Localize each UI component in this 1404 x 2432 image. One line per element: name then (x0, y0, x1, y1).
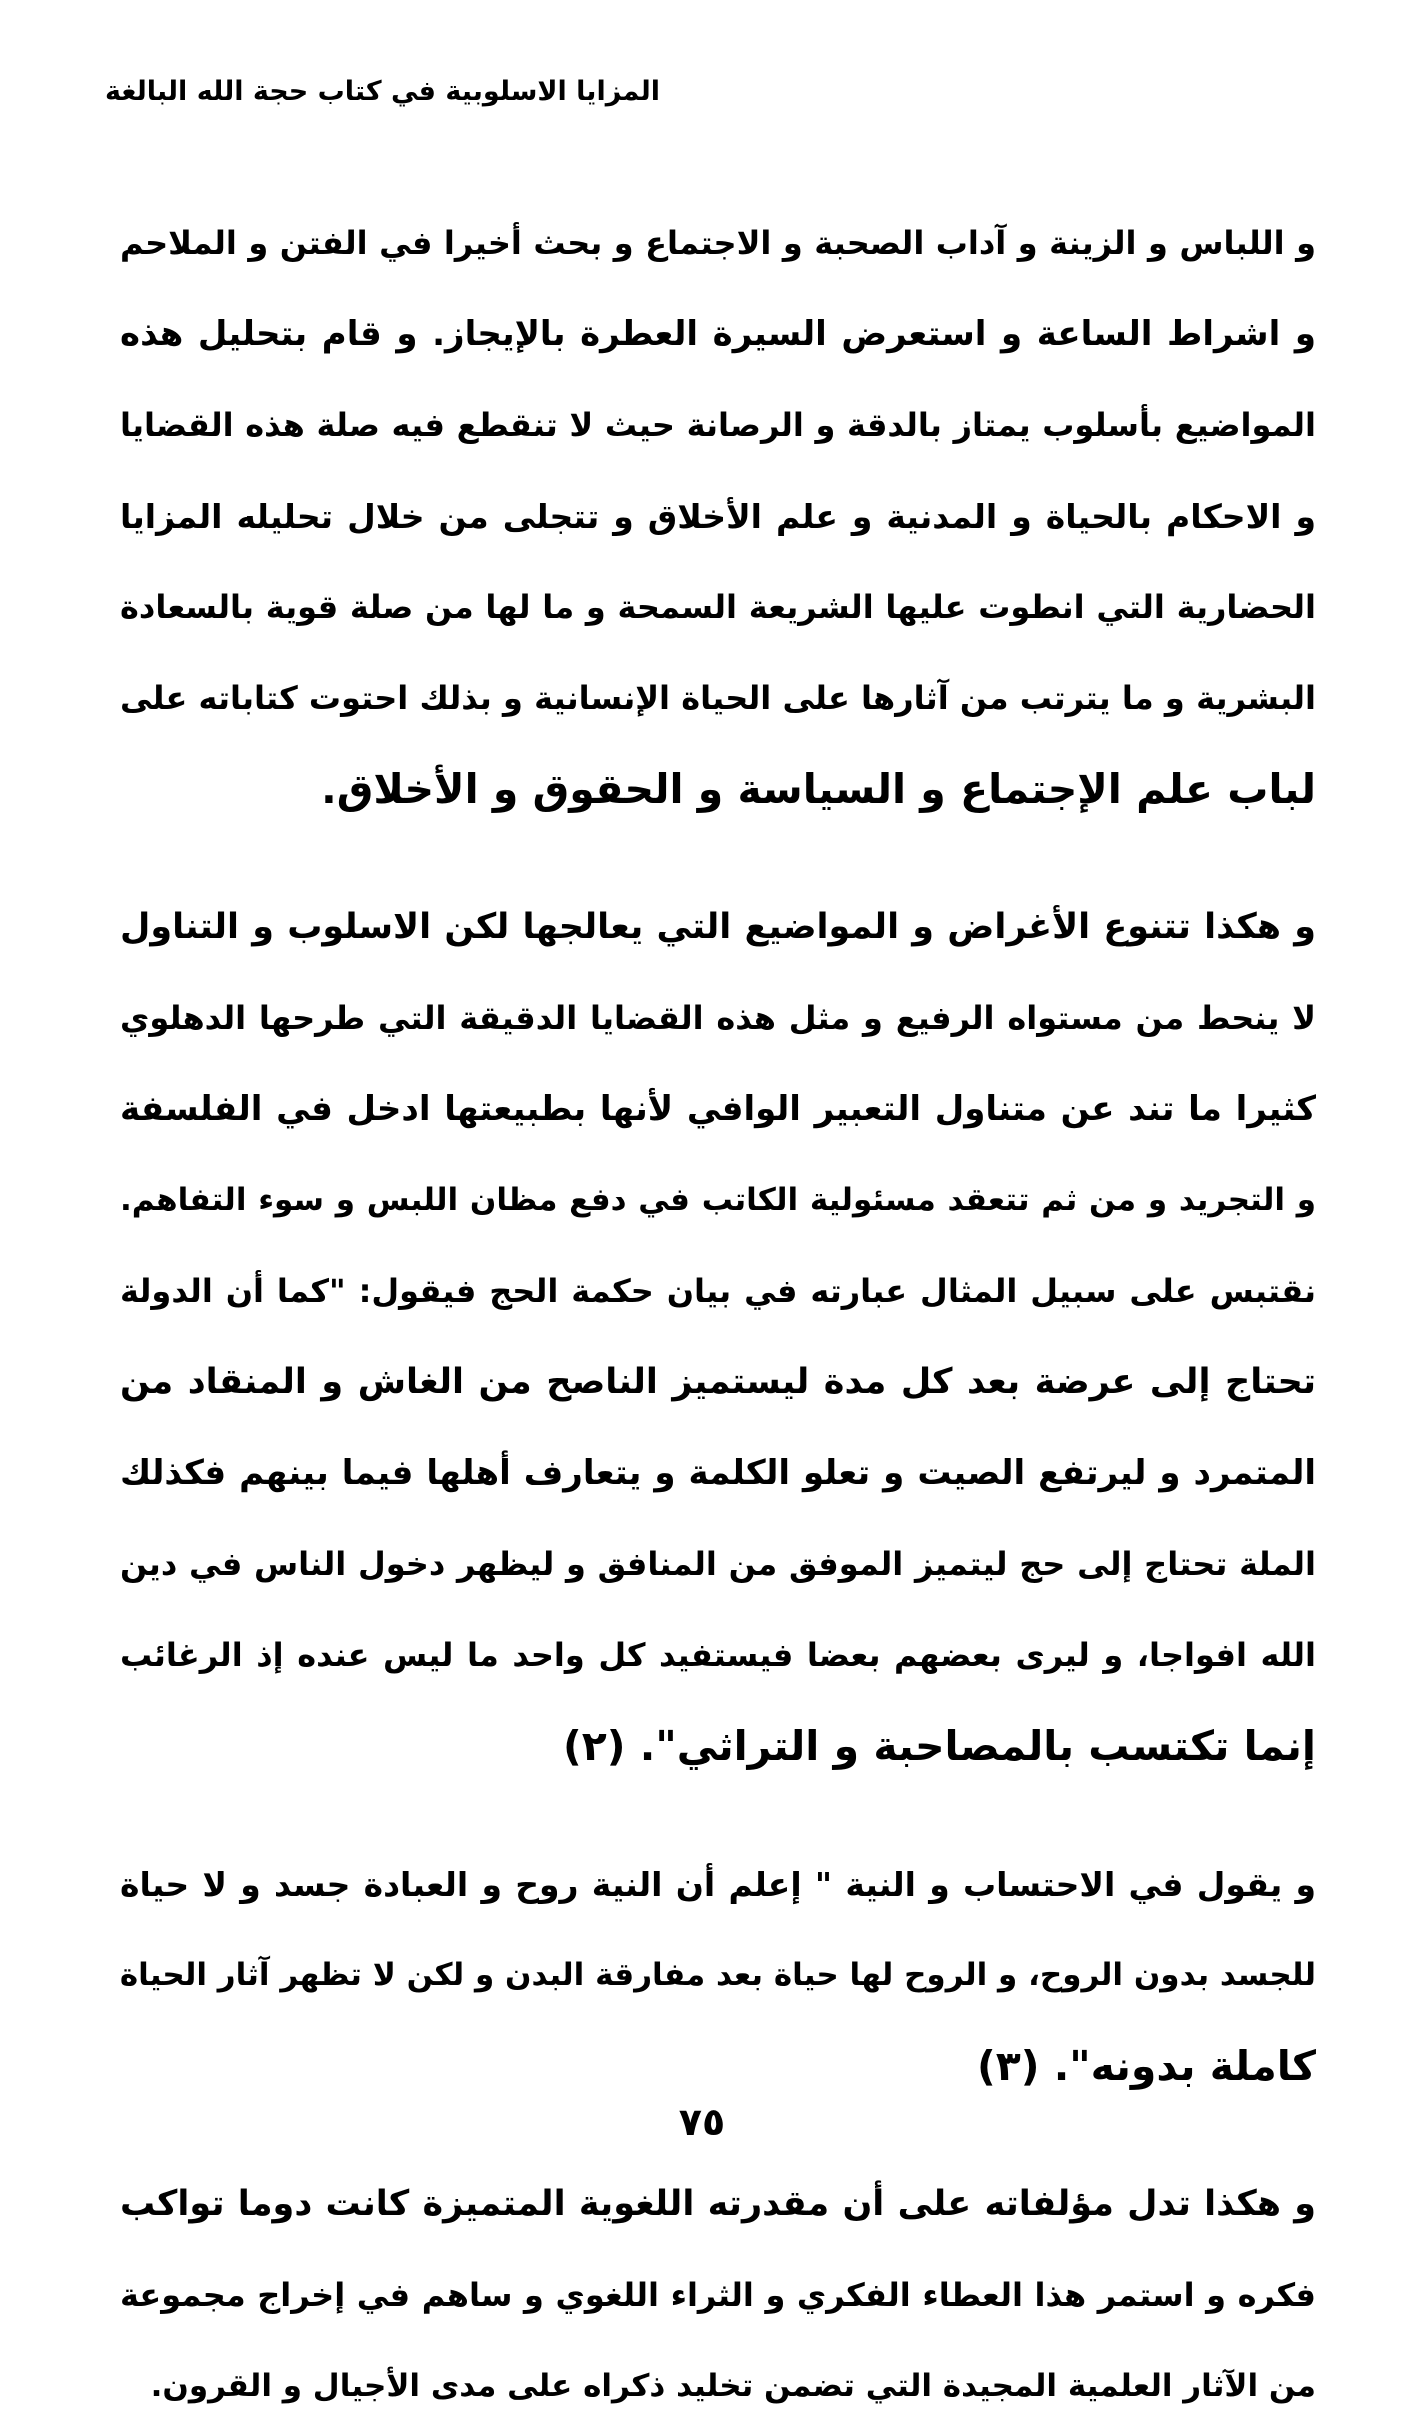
paragraph (120, 2159, 1316, 2432)
text-line: و هكذا تتنوع الأغراض و المواضيع التي يعالجها لكن الاسلوب و التناول (120, 907, 1316, 947)
paragraph-gap (120, 1792, 1316, 1839)
text-line: الحضارية التي انطوت عليها الشريعة السمحة و ما لها من صلة قوية بالسعادة (120, 588, 1316, 626)
running-header: المزايا الاسلوبية في كتاب حجة الله البالغة (105, 76, 660, 107)
text-line: من الآثار العلمية المجيدة التي تضمن تخليد ذكراه على مدى الأجيال و القرون. (150, 2368, 1316, 2404)
text-line: المتمرد و ليرتفع الصيت و تعلو الكلمة و يتعارف أهلها فيما بينهم فكذلك (120, 1453, 1316, 1493)
paragraph-gap (120, 835, 1316, 882)
paragraph (120, 198, 1316, 835)
text-line: و اللباس و الزينة و آداب الصحبة و الاجتماع و بحث أخيرا في الفتن و الملاحم (120, 224, 1316, 262)
text-line: كاملة بدونه". (٣) (976, 2042, 1316, 2090)
text-line: للجسد بدون الروح، و الروح لها حياة بعد مفارقة البدن و لكن لا تظهر آثار الحياة (120, 1957, 1316, 1993)
paragraph (120, 1839, 1316, 2112)
text-line: تحتاج إلى عرضة بعد كل مدة ليستميز الناصح من الغاش و المنقاد من (120, 1362, 1316, 1402)
text-line: المواضيع بأسلوب يمتاز بالدقة و الرصانة حيث لا تنقطع فيه صلة هذه القضايا (120, 406, 1316, 444)
text-line: فكره و استمر هذا العطاء الفكري و الثراء اللغوي و ساهم في إخراج مجموعة (120, 2276, 1316, 2314)
text-line: نقتبس على سبيل المثال عبارته في بيان حكمة الحج فيقول: "كما أن الدولة (120, 1272, 1316, 1310)
text-line: كثيرا ما تند عن متناول التعبير الوافي لأنها بطبيعتها ادخل في الفلسفة (120, 1089, 1316, 1129)
text-line: و هكذا تدل مؤلفاته على أن مقدرته اللغوية المتميزة كانت دوما تواكب (120, 2184, 1316, 2224)
text-line: الملة تحتاج إلى حج ليتميز الموفق من المنافق و ليظهر دخول الناس في دين (120, 1545, 1316, 1583)
text-line: البشرية و ما يترتب من آثارها على الحياة الإنسانية و بذلك احتوت كتاباته على (120, 679, 1316, 717)
text-line: و يقول في الاحتساب و النية " إعلم أن النية روح و العبادة جسد و لا حياة (120, 1865, 1316, 1904)
text-line: إنما تكتسب بالمصاحبة و التراثي". (٢) (563, 1722, 1316, 1770)
body-text (120, 198, 1316, 2432)
text-line: لا ينحط من مستواه الرفيع و مثل هذه القضايا الدقيقة التي طرحها الدهلوي (120, 999, 1316, 1037)
text-line: و الاحكام بالحياة و المدنية و علم الأخلاق و تتجلى من خلال تحليله المزايا (120, 497, 1316, 536)
text-line: لباب علم الإجتماع و السياسة و الحقوق و الأخلاق. (321, 765, 1316, 813)
text-line: الله افواجا، و ليرى بعضهم بعضا فيستفيد كل واحد ما ليس عنده إذ الرغائب (120, 1636, 1316, 1674)
text-line: و التجريد و من ثم تتعقد مسئولية الكاتب في دفع مظان اللبس و سوء التفاهم. (120, 1182, 1316, 1218)
paragraph (120, 882, 1316, 1792)
text-line: و اشراط الساعة و استعرض السيرة العطرة بالإيجاز. و قام بتحليل هذه (120, 314, 1316, 354)
page-number: ٧٥ (678, 2100, 726, 2144)
